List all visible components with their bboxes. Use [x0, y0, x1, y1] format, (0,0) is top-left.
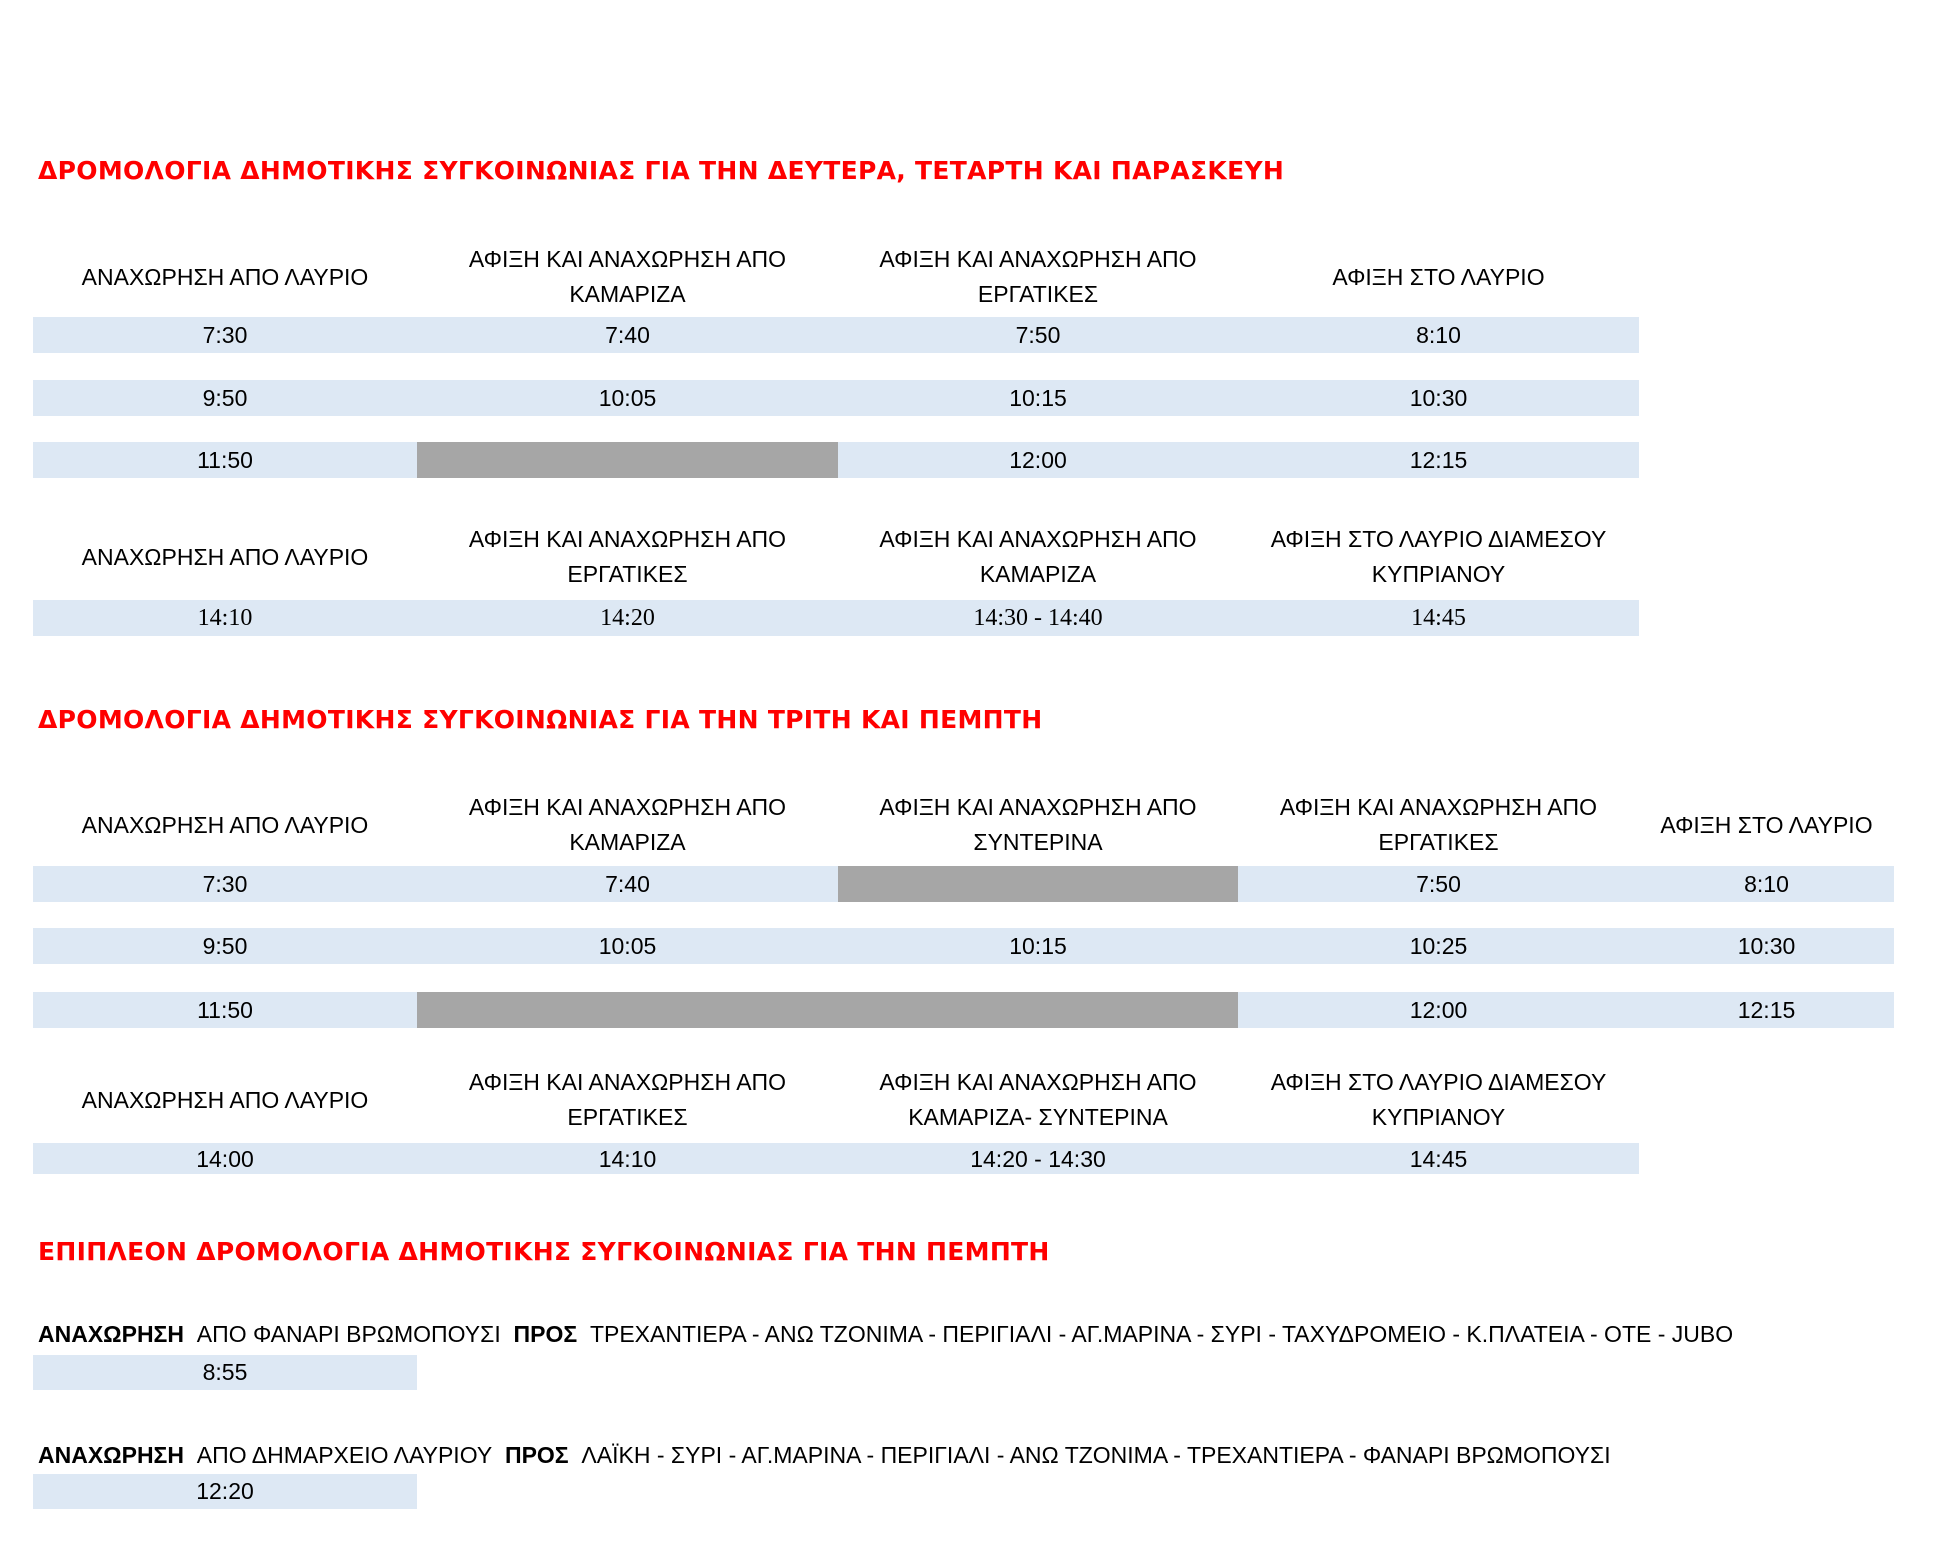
to-label: ΠΡΟΣ: [513, 1321, 578, 1347]
time-cell: 14:30 - 14:40: [973, 604, 1103, 631]
time-cell: 14:20: [600, 604, 655, 631]
header-cell: [838, 242, 1238, 312]
header-cell: [838, 790, 1238, 860]
time-cell: 8:10: [1744, 870, 1789, 897]
time-cell: 12:20: [196, 1478, 254, 1504]
header-line: ΑΦΙΞΗ ΚΑΙ ΑΝΑΧΩΡΗΣΗ ΑΠΟ: [468, 794, 787, 820]
header-cell: [33, 1065, 417, 1135]
time-cell: 12:00: [1409, 996, 1468, 1023]
time-cell: 10:15: [1009, 384, 1067, 411]
header-cell: [417, 242, 838, 312]
no-stop-cell: [417, 442, 838, 478]
time-cell: 7:40: [605, 321, 650, 348]
section-title-tue-thu: ΔΡΟΜΟΛΟΓΙΑ ΔΗΜΟΤΙΚΗΣ ΣΥΓΚΟΙΝΩΝΙΑΣ ΓΙΑ ΤΗΝ ΤΡΙΤΗ ΚΑΙ ΠΕΜΠΤΗ: [38, 705, 1043, 734]
header-line: ΚΑΜΑΡΙΖΑ: [979, 561, 1097, 587]
header-cell: [417, 522, 838, 592]
time-cell: 10:25: [1409, 932, 1468, 959]
header-line: ΕΡΓΑΤΙΚΕΣ: [567, 561, 688, 587]
time-cell: 14:45: [1411, 604, 1466, 631]
departure-label: ΑΝΑΧΩΡΗΣΗ: [38, 1442, 184, 1468]
header-line: ΑΦΙΞΗ ΣΤΟ ΛΑΥΡΙΟ ΔΙΑΜΕΣΟΥ: [1270, 526, 1607, 552]
to-label: ΠΡΟΣ: [504, 1442, 569, 1468]
header-line: ΕΡΓΑΤΙΚΕΣ: [567, 1104, 688, 1130]
route-stops: ΤΡΕΧΑΝΤΙΕΡΑ - ΑΝΩ ΤΖΟΝΙΜΑ - ΠΕΡΙΓΙΑΛΙ - ΑΓ.ΜΑΡΙΝΑ - ΣΥΡΙ - ΤΑΧΥΔΡΟΜΕΙΟ - Κ.ΠΛΑΤΕΙΑ - ΟΤΕ - JUBO: [589, 1321, 1734, 1347]
header-line: ΕΡΓΑΤΙΚΕΣ: [1378, 829, 1499, 855]
route-stops: ΛΑΪΚΗ - ΣΥΡΙ - ΑΓ.ΜΑΡΙΝΑ - ΠΕΡΙΓΙΑΛΙ - ΑΝΩ ΤΖΟΝΙΜΑ - ΤΡΕΧΑΝΤΙΕΡΑ - ΦΑΝΑΡΙ ΒΡΩΜΟΠΟΥΣΙ: [581, 1442, 1611, 1468]
header-line: ΑΝΑΧΩΡΗΣΗ ΑΠΟ ΛΑΥΡΙΟ: [81, 263, 369, 290]
no-stop-cell: [838, 866, 1238, 902]
header-line: ΑΦΙΞΗ ΚΑΙ ΑΝΑΧΩΡΗΣΗ ΑΠΟ: [879, 526, 1197, 552]
header-cell: [1238, 242, 1639, 312]
route-line: [38, 1442, 1611, 1469]
header-cell: [33, 790, 417, 860]
time-cell: 12:00: [1009, 446, 1067, 473]
header-cell: [417, 1065, 838, 1135]
header-cell: [417, 790, 838, 860]
header-line: ΑΦΙΞΗ ΚΑΙ ΑΝΑΧΩΡΗΣΗ ΑΠΟ: [468, 246, 787, 272]
header-line: ΑΦΙΞΗ ΣΤΟ ΛΑΥΡΙΟ: [1332, 263, 1545, 290]
header-cell: [1238, 1065, 1639, 1135]
header-line: ΑΦΙΞΗ ΚΑΙ ΑΝΑΧΩΡΗΣΗ ΑΠΟ: [879, 794, 1197, 820]
time-cell: 14:10: [197, 604, 253, 631]
header-line: ΑΦΙΞΗ ΚΑΙ ΑΝΑΧΩΡΗΣΗ ΑΠΟ: [879, 246, 1197, 272]
header-line: ΑΝΑΧΩΡΗΣΗ ΑΠΟ ΛΑΥΡΙΟ: [81, 543, 369, 570]
time-cell: 11:50: [197, 446, 253, 473]
header-cell: [33, 242, 417, 312]
header-line: ΑΦΙΞΗ ΚΑΙ ΑΝΑΧΩΡΗΣΗ ΑΠΟ: [879, 1069, 1197, 1095]
header-line: ΑΦΙΞΗ ΚΑΙ ΑΝΑΧΩΡΗΣΗ ΑΠΟ: [1279, 794, 1598, 820]
time-cell: 11:50: [197, 996, 253, 1023]
time-cell: 10:30: [1409, 384, 1468, 411]
route-origin: ΑΠΟ ΦΑΝΑΡΙ ΒΡΩΜΟΠΟΥΣΙ: [196, 1321, 501, 1347]
time-cell: 12:15: [1409, 446, 1468, 473]
header-cell: [33, 522, 417, 592]
header-line: ΚΑΜΑΡΙΖΑ: [569, 281, 686, 307]
time-cell: 9:50: [202, 384, 248, 411]
time-cell: 7:30: [202, 321, 248, 348]
no-stop-cell: [417, 992, 1238, 1028]
time-cell: 8:10: [1416, 321, 1461, 348]
header-line: ΚΑΜΑΡΙΖΑ- ΣΥΝΤΕΡΙΝΑ: [908, 1104, 1168, 1130]
time-cell: 12:15: [1737, 996, 1796, 1023]
section-title-extra-thu: ΕΠΙΠΛΕΟΝ ΔΡΟΜΟΛΟΓΙΑ ΔΗΜΟΤΙΚΗΣ ΣΥΓΚΟΙΝΩΝΙΑΣ ΓΙΑ ΤΗΝ ΠΕΜΠΤΗ: [38, 1237, 1050, 1266]
header-cell: [1238, 790, 1639, 860]
time-cell: 7:50: [1015, 321, 1061, 348]
header-line: ΑΦΙΞΗ ΚΑΙ ΑΝΑΧΩΡΗΣΗ ΑΠΟ: [468, 526, 787, 552]
header-line: ΚΥΠΡΙΑΝΟΥ: [1371, 561, 1506, 587]
time-cell: 10:30: [1737, 932, 1796, 959]
header-line: ΕΡΓΑΤΙΚΕΣ: [977, 281, 1099, 307]
header-line: ΚΑΜΑΡΙΖΑ: [569, 829, 686, 855]
route-origin: ΑΠΟ ΔΗΜΑΡΧΕΙΟ ΛΑΥΡΙΟΥ: [196, 1442, 493, 1468]
header-cell: [838, 1065, 1238, 1135]
time-cell: 10:05: [598, 384, 657, 411]
time-cell: 7:50: [1416, 870, 1461, 897]
header-line: ΣΥΝΤΕΡΙΝΑ: [973, 829, 1103, 855]
header-line: ΑΝΑΧΩΡΗΣΗ ΑΠΟ ΛΑΥΡΙΟ: [81, 1086, 369, 1113]
header-line: ΑΦΙΞΗ ΣΤΟ ΛΑΥΡΙΟ: [1660, 811, 1873, 838]
header-line: ΑΦΙΞΗ ΣΤΟ ΛΑΥΡΙΟ ΔΙΑΜΕΣΟΥ: [1270, 1069, 1607, 1095]
time-cell: 9:50: [202, 932, 248, 959]
section-title-mon-wed-fri: ΔΡΟΜΟΛΟΓΙΑ ΔΗΜΟΤΙΚΗΣ ΣΥΓΚΟΙΝΩΝΙΑΣ ΓΙΑ ΤΗΝ ΔΕΥΤΕΡΑ, ΤΕΤΑΡΤΗ ΚΑΙ ΠΑΡΑΣΚΕΥΗ: [38, 156, 1285, 185]
time-cell: 7:40: [605, 870, 650, 897]
time-cell: 14:00: [196, 1145, 254, 1172]
time-cell: 8:55: [202, 1359, 248, 1385]
time-cell: 10:05: [598, 932, 657, 959]
time-cell: 14:45: [1409, 1145, 1468, 1172]
header-cell: [1238, 522, 1639, 592]
header-line: ΑΦΙΞΗ ΚΑΙ ΑΝΑΧΩΡΗΣΗ ΑΠΟ: [468, 1069, 787, 1095]
time-cell: 10:15: [1009, 932, 1067, 959]
header-cell: [1639, 790, 1894, 860]
route-line: [38, 1321, 1733, 1348]
time-cell: 7:30: [202, 870, 248, 897]
header-line: ΑΝΑΧΩΡΗΣΗ ΑΠΟ ΛΑΥΡΙΟ: [81, 811, 369, 838]
departure-label: ΑΝΑΧΩΡΗΣΗ: [38, 1321, 184, 1347]
header-line: ΚΥΠΡΙΑΝΟΥ: [1371, 1104, 1506, 1130]
header-cell: [838, 522, 1238, 592]
time-cell: 14:10: [598, 1145, 657, 1172]
time-cell: 14:20 - 14:30: [970, 1145, 1106, 1172]
